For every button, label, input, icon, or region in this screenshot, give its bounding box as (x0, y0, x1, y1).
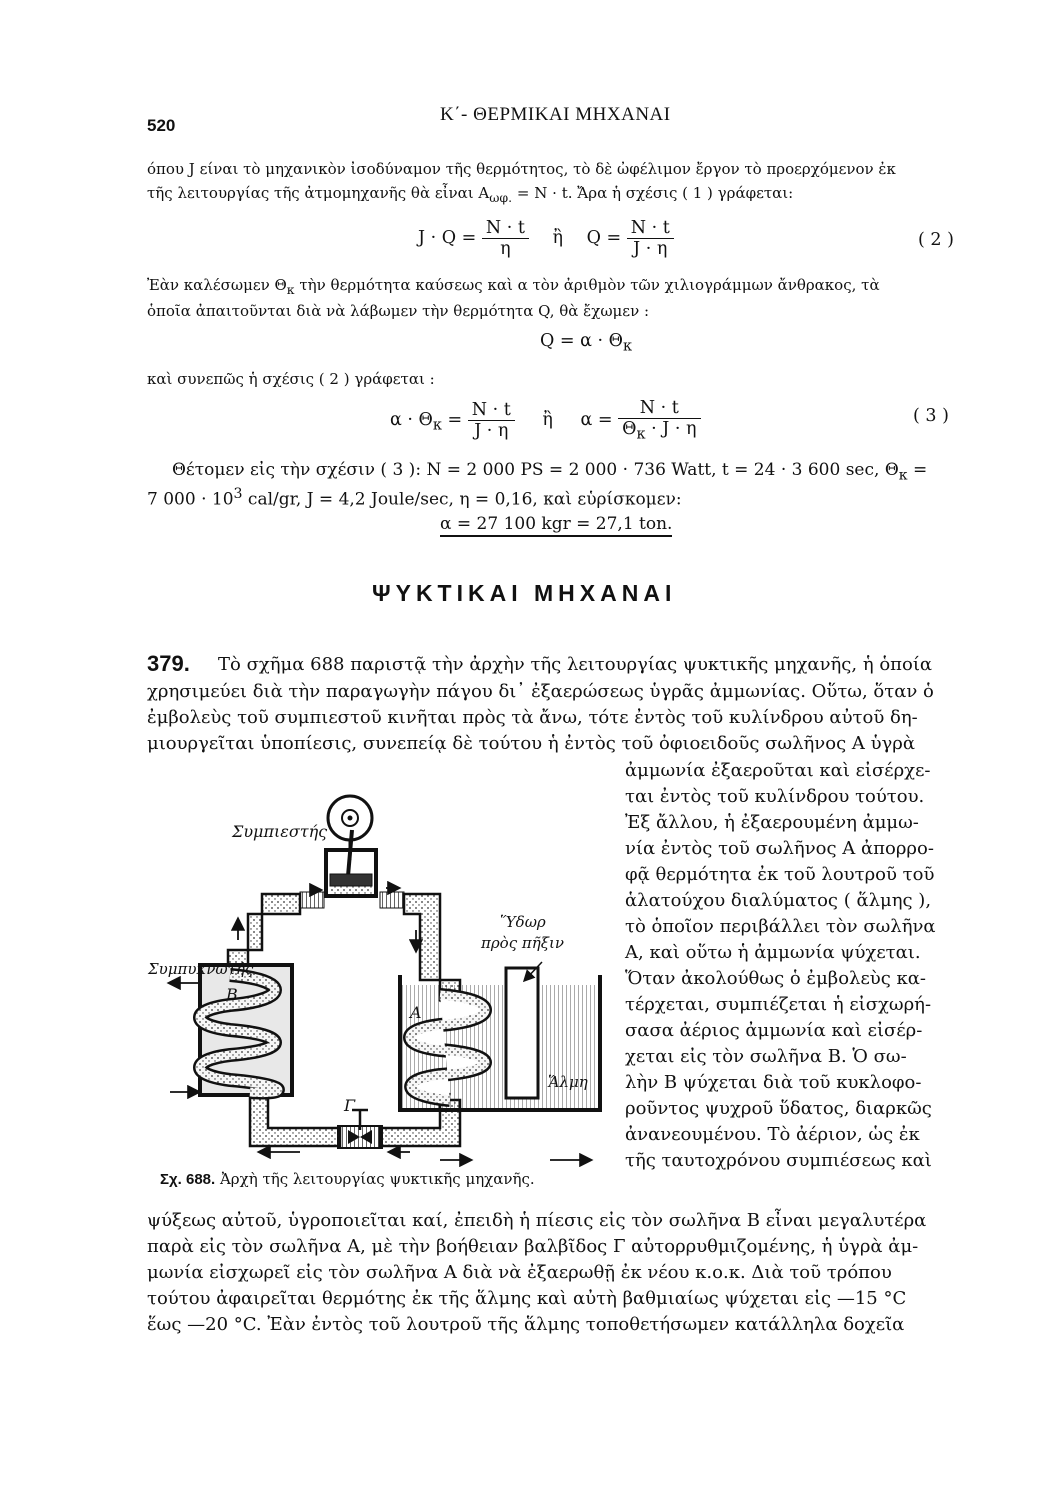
text-line: τὸ ὁποῖον περιβάλλει τὸν σωλῆνα (625, 916, 936, 937)
or-word: ἢ (542, 409, 553, 430)
label-G: Γ (344, 1096, 356, 1115)
text-line: παρὰ εἰς τὸν σωλῆνα Α, μὲ τὴν βοήθειαν βαλβῖδος Γ αὐτορρυθμιζομένης, ἡ ὑγρὰ ἀμ- (147, 1236, 919, 1257)
label-water-freezing: πρὸς πῆξιν (481, 934, 564, 952)
text-line: ἕως —20 °C. Ἐὰν ἐντὸς τοῦ λουτροῦ τῆς ἅλμης τοποθετήσωμεν κατάλληλα δοχεῖα (147, 1314, 905, 1335)
equation-2 (418, 218, 674, 259)
text-line: λὴν Β ψύχεται διὰ τοῦ κυκλοφο- (625, 1072, 922, 1093)
or-word: ἢ (552, 228, 563, 248)
text-line: ἐμβολεὺς τοῦ συμπιεστοῦ κινῆται πρὸς τὰ ἄνω, τότε ἐντὸς τοῦ κυλίνδρου αὐτοῦ δη- (147, 707, 918, 728)
text-line: τῆς ταυτοχρόνου συμπιέσεως καὶ (625, 1150, 932, 1171)
text-line: χεται εἰς τὸν σωλῆνα Β. Ὁ σω- (625, 1046, 907, 1067)
text-line: ται ἐντὸς τοῦ κυλίνδρου τούτου. (625, 786, 925, 807)
running-title: Κ΄- ΘΕΡΜΙΚΑΙ ΜΗΧΑΝΑΙ (440, 104, 671, 125)
text-line: νία ἐντὸς τοῦ σωλῆνος Α ἀπορρο- (625, 838, 934, 859)
text-line: τέρχεται, συμπιέζεται ἡ εἰσχωρή- (625, 994, 932, 1015)
paragraph-number: 379. (147, 651, 190, 676)
text-line: 7 $000 \cdot 10^3$ cal/gr, J = 4,2 Joule/sec, η = 0,16, καὶ εὑρίσκομεν: (147, 486, 682, 510)
result-text: α = 27 100 kgr = 27,1 ton. (440, 514, 673, 534)
numerator: N · t (482, 218, 529, 239)
text-line: τῆς λειτουργίας τῆς ἀτμομηχανῆς θὰ εἶναι $A_{\omega\varphi.} = N \cdot t$. Ἄρα ἡ σχέσις ( 1 ) γράφεται: (147, 184, 794, 205)
eq-lhs: J · Q = (418, 228, 477, 248)
text-line: μιουργεῖται ὑποπίεσις, συνεπείᾳ δὲ τούτου ἡ ἐντὸς τοῦ ὀφιοειδοῦς σωλῆνος Α ὑγρὰ (147, 733, 916, 754)
text-line: ψύξεως αὐτοῦ, ὑγροποιεῖται καί, ἐπειδὴ ἡ πίεσις εἰς τὸν σωλῆνα Β εἶναι μεγαλυτέρα (147, 1210, 927, 1231)
fraction (468, 400, 515, 441)
result (440, 514, 672, 537)
label-A: Α (410, 1003, 422, 1022)
text-line: Ἐὰν καλέσωμεν $\Theta_\kappa$ τὴν θερμότητα καύσεως καὶ α τὸν ἀριθμὸν τῶν χιλιογράμμων ἄνθρακος, τὰ (147, 276, 880, 297)
text-line: ροῦντος ψυχροῦ ὕδατος, διαρκῶς (625, 1098, 932, 1119)
numerator: N · t (627, 218, 674, 239)
text-line: σασα ἀέριος ἀμμωνία καὶ εἰσέρ- (625, 1020, 923, 1041)
denominator: $\Theta_\kappa \cdot J \cdot \eta$ (622, 419, 697, 443)
fraction (627, 218, 674, 259)
equation-label: ( 2 ) (918, 230, 954, 250)
eq-lhs-2: Q = (586, 228, 622, 248)
valve-right (380, 892, 404, 908)
section-title: ΨΥΚΤΙΚΑΙ ΜΗΧΑΝΑΙ (372, 580, 677, 606)
text-line: όπου J είναι τὸ μηχανικὸν ἰσοδύναμον τῆς θερμότητος, τὸ δὲ ὠφέλιμον ἔργον τὸ προερχόμενον ἐκ (147, 160, 896, 178)
text-line: καὶ συνεπῶς ἡ σχέσις ( 2 ) γράφεται : (147, 370, 435, 388)
refrigeration-diagram (150, 780, 620, 1200)
text-line: χρησιμεύει διὰ τὴν παραγωγὴν πάγου δι᾽ ἐξαερώσεως ὑγρᾶς ἀμμωνίας. Οὕτω, ὅταν ὁ (147, 681, 934, 702)
equation-3 (390, 398, 701, 443)
text-line: ἀνανεουμένου. Τὸ ἀέριον, ὡς ἐκ (625, 1124, 920, 1145)
fraction (618, 398, 700, 443)
text-line: τούτου ἀφαιρεῖται θερμότης ἐκ τῆς ἅλμης καὶ αὐτὴ βαθμιαίως ψύχεται εἰς —15 °C (147, 1288, 907, 1309)
label-condenser: Συμπυκνωτής (148, 960, 254, 978)
text-line: ὁποῖα ἀπαιτοῦνται διὰ νὰ λάβωμεν τὴν θερμότητα Q, θὰ ἔχωμεν : (147, 302, 650, 320)
caption-prefix: Σχ. 688. (160, 1171, 216, 1188)
text-line: φᾷ θερμότητα ἐκ τοῦ λουτροῦ τοῦ (625, 864, 935, 885)
valve-left (300, 892, 324, 908)
valve-gamma (338, 1110, 382, 1148)
numerator: N · t (468, 400, 515, 421)
eq-lhs: $\alpha \cdot \Theta_\kappa$ = (390, 409, 463, 434)
equation-label: ( 3 ) (913, 406, 949, 426)
equation-q: $Q = \alpha \cdot \Theta_\kappa$ (540, 331, 633, 355)
connecting-rod (348, 830, 352, 876)
denominator: J · η (633, 239, 668, 259)
text-line: Ὅταν ἀκολούθως ὁ ἐμβολεὺς κα- (625, 968, 926, 989)
text-line: Τὸ σχῆμα 688 παριστᾷ τὴν ἀρχὴν τῆς λειτουργίας ψυκτικῆς μηχανῆς, ἡ ὁποία (218, 654, 933, 675)
numerator: N · t (618, 398, 700, 419)
label-brine: Ἅλμη (548, 1073, 588, 1091)
text-line: ἀμμωνία ἐξαεροῦται καὶ εἰσέρχε- (625, 760, 931, 781)
text-line: Θέτομεν εἰς τὴν σχέσιν ( 3 ): N = 2 000 PS = 2 000 · 736 Watt, t = 24 · 3 600 sec, $\Theta_\kappa$ = (172, 460, 928, 484)
label-compressor: Συμπιεστής (232, 822, 328, 841)
denominator: J · η (474, 420, 509, 441)
text-line: ἁλατούχου διαλύματος ( ἅλμης ), (625, 890, 932, 911)
text-line: μωνία εἰσχωρεῖ εἰς τὸν σωλῆνα Α διὰ νὰ ἐξαερωθῇ ἐκ νέου κ.ο.κ. Διὰ τοῦ τρόπου (147, 1262, 892, 1283)
text-line: Ἐξ ἄλλου, ἡ ἐξαερουμένη ἀμμω- (625, 812, 919, 833)
label-B: Β (226, 985, 238, 1004)
figure-caption (160, 1170, 535, 1188)
label-water: Ὕδωρ (500, 913, 546, 931)
eq-lhs-2: α = (580, 409, 613, 430)
caption-text: Ἀρχὴ τῆς λειτουργίας ψυκτικῆς μηχανῆς. (219, 1170, 535, 1188)
denominator: η (500, 239, 511, 259)
fraction (482, 218, 529, 259)
page-number: 520 (147, 116, 176, 135)
text-line: Α, καὶ οὕτω ἡ ἀμμωνία ψύχεται. (625, 942, 921, 963)
condenser-tank (200, 965, 292, 1095)
